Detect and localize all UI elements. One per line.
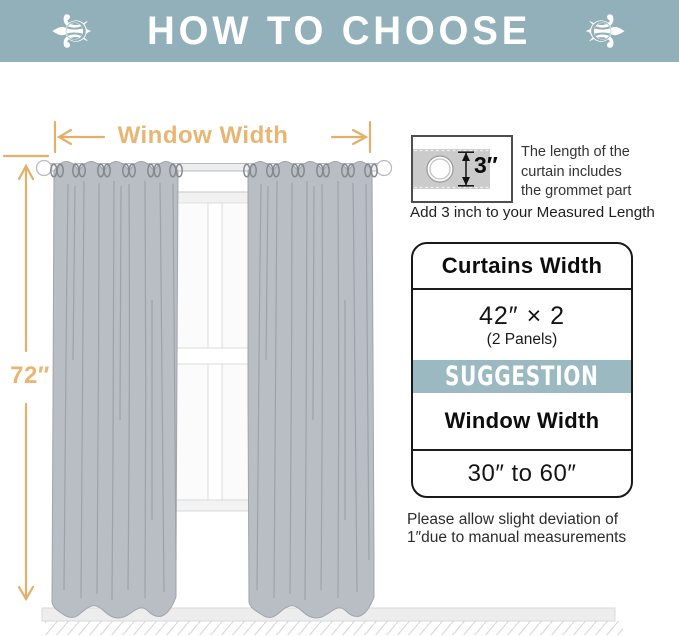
- curtain-length-label: 72″: [10, 362, 50, 389]
- curtains-width-value: 42″ × 2: [478, 301, 566, 330]
- deviation-note-line: Please allow slight deviation of: [407, 511, 619, 528]
- note-line: curtain includes: [521, 163, 622, 180]
- grommet-icon: [427, 156, 453, 182]
- grommet-note: [521, 143, 631, 202]
- page-title: HOW TO CHOOSE: [147, 9, 532, 53]
- window-width-value: 30″ to 60″: [467, 459, 577, 487]
- deviation-note-line: 1″due to manual measurements: [407, 528, 627, 546]
- fleur-de-lis-icon: ⚜: [43, 7, 104, 55]
- add-length-note: Add 3 inch to your Measured Length: [410, 204, 655, 221]
- suggestion-banner: [413, 360, 631, 393]
- curtain-panel-right: [248, 162, 374, 619]
- curtains-width-cell: [413, 290, 631, 360]
- panels-note: (2 Panels): [486, 330, 558, 348]
- curtain-panel-left: [52, 162, 178, 619]
- fleur-de-lis-icon: ⚜: [573, 7, 634, 55]
- grommet-height-label: 3″: [474, 152, 498, 178]
- deviation-note: [407, 511, 626, 546]
- note-line: the grommet part: [521, 183, 632, 199]
- curtains-width-header: Curtains Width: [441, 253, 603, 278]
- grommet-diagram: [411, 135, 513, 203]
- size-table: [411, 242, 633, 498]
- note-line: The length of the: [521, 144, 630, 160]
- window-width-label: Window Width: [117, 122, 289, 149]
- suggestion-label: SUGGESTION: [445, 361, 599, 392]
- window-width-header: Window Width: [444, 408, 600, 433]
